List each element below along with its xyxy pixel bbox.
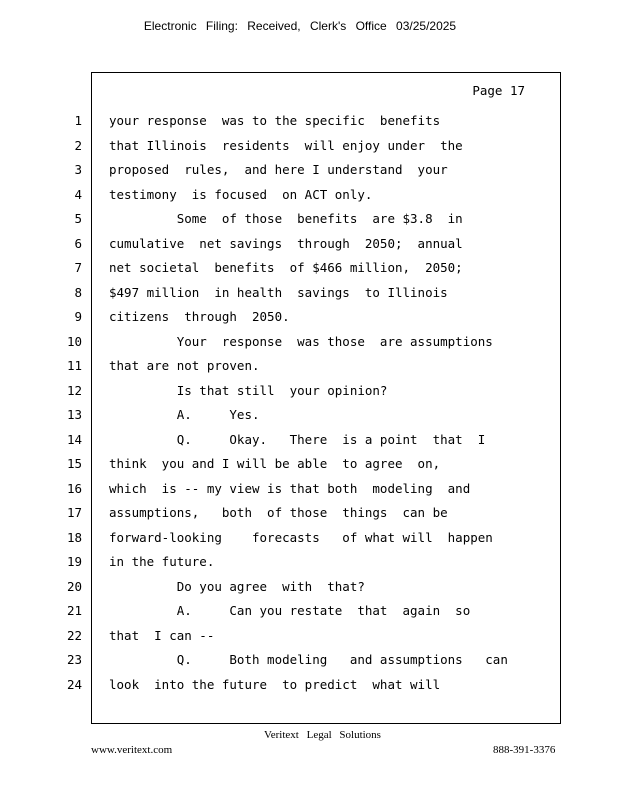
line-text: $497 million in health savings to Illinois	[109, 284, 448, 300]
footer-website: www.veritext.com	[91, 744, 173, 756]
line-text: Q. Both modeling and assumptions can	[109, 652, 508, 667]
footer-company: Veritext Legal Solutions	[264, 729, 381, 741]
line-number: 16	[66, 480, 82, 496]
line-number: 14	[66, 431, 82, 447]
transcript-line	[0, 305, 600, 329]
line-text: proposed rules, and here I understand your	[109, 162, 448, 177]
line-text: cumulative net savings through 2050; annual	[109, 235, 463, 251]
line-text: look into the future to predict what will	[109, 676, 441, 692]
line-text: think you and I will be able to agree on,	[109, 456, 441, 471]
line-number: 8	[74, 284, 82, 300]
line-number: 12	[66, 382, 82, 398]
line-number: 24	[66, 676, 82, 692]
transcript-line	[0, 526, 600, 550]
line-number: 11	[66, 358, 82, 373]
line-number: 22	[66, 627, 82, 643]
line-number: 15	[66, 456, 82, 471]
transcript-line	[0, 232, 600, 256]
line-number: 1	[74, 113, 82, 128]
line-number: 23	[66, 652, 82, 667]
transcript-line	[0, 403, 600, 427]
page-number: Page 17	[472, 83, 525, 98]
transcript-line	[0, 109, 600, 133]
line-text: which is -- my view is that both modeling and	[109, 480, 471, 496]
transcript-line	[0, 183, 600, 207]
line-text: A. Can you restate that again so	[109, 603, 471, 618]
filing-stamp: Electronic Filing: Received, Clerk's Office 03/25/2025	[143, 19, 457, 33]
line-text: assumptions, both of those things can be	[109, 505, 448, 520]
transcript-line	[0, 501, 600, 525]
line-text: that Illinois residents will enjoy under the	[109, 137, 463, 153]
transcript-line	[0, 477, 600, 501]
transcript-line	[0, 256, 600, 280]
transcript-line	[0, 281, 600, 305]
transcript-line	[0, 648, 600, 672]
line-number: 20	[66, 578, 82, 594]
transcript-line	[0, 134, 600, 158]
line-number: 6	[74, 235, 82, 251]
transcript-line	[0, 158, 600, 182]
line-number: 2	[74, 137, 82, 153]
line-text: Is that still your opinion?	[109, 382, 388, 398]
line-text: A. Yes.	[109, 407, 260, 422]
line-text: your response was to the specific benefits	[109, 113, 441, 128]
line-number: 10	[66, 333, 82, 349]
line-text: Some of those benefits are $3.8 in	[109, 211, 463, 226]
transcript-line	[0, 354, 600, 378]
line-number: 13	[66, 407, 82, 422]
transcript-line	[0, 379, 600, 403]
line-text: citizens through 2050.	[109, 309, 290, 324]
line-text: Q. Okay. There is a point that I	[109, 431, 486, 447]
transcript-line	[0, 550, 600, 574]
line-number: 9	[74, 309, 82, 324]
footer-phone: 888-391-3376	[493, 744, 556, 756]
line-text: Your response was those are assumptions	[109, 333, 493, 349]
line-number: 5	[74, 211, 82, 226]
line-number: 17	[66, 505, 82, 520]
line-text: in the future.	[109, 554, 215, 569]
line-number: 21	[66, 603, 82, 618]
line-number: 19	[66, 554, 82, 569]
transcript-line	[0, 428, 600, 452]
line-number: 3	[74, 162, 82, 177]
transcript-line	[0, 599, 600, 623]
line-text: net societal benefits of $466 million, 2050;	[109, 260, 463, 275]
transcript-line	[0, 673, 600, 697]
transcript-line	[0, 624, 600, 648]
line-number: 7	[74, 260, 82, 275]
line-text: that are not proven.	[109, 358, 260, 373]
transcript-line	[0, 207, 600, 231]
line-text: forward-looking forecasts of what will happen	[109, 529, 493, 545]
transcript-line	[0, 575, 600, 599]
line-text: testimony is focused on ACT only.	[109, 186, 373, 202]
line-text: that I can --	[109, 627, 215, 643]
line-number: 18	[66, 529, 82, 545]
transcript-line	[0, 330, 600, 354]
line-number: 4	[74, 186, 82, 202]
line-text: Do you agree with that?	[109, 578, 365, 594]
transcript-line	[0, 452, 600, 476]
